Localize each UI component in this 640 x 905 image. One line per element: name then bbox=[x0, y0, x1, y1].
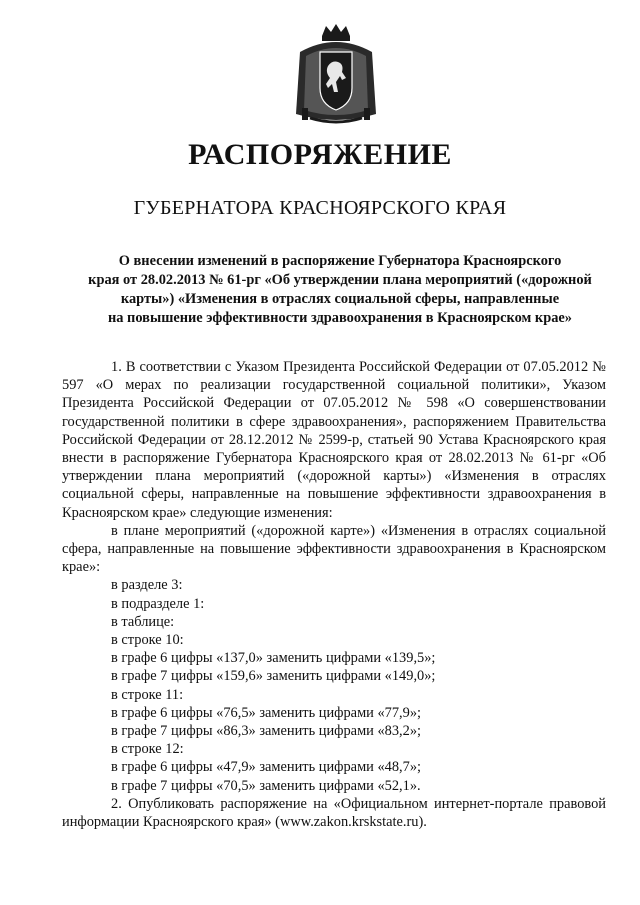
document-subtitle: ГУБЕРНАТОРА КРАСНОЯРСКОГО КРАЯ bbox=[133, 197, 507, 219]
paragraph-3: 2. Опубликовать распоряжение на «Официальном интернет-портале правовой информации Красноярского края» (www.zakon.krskstate.ru). bbox=[62, 795, 606, 831]
list-item: в графе 7 цифры «159,6» заменить цифрами «149,0»; bbox=[111, 668, 436, 685]
list-item: в графе 6 цифры «76,5» заменить цифрами «77,9»; bbox=[111, 704, 422, 721]
paragraph-2: в плане мероприятий («дорожной карте») «Изменения в отраслях социальной сфера, направленные на повышение эффективности здравоохранения в Красноярском крае»: bbox=[62, 522, 606, 576]
list-item: в строке 12: bbox=[111, 741, 184, 758]
document-heading bbox=[80, 252, 600, 328]
document-title: РАСПОРЯЖЕНИЕ bbox=[188, 138, 452, 171]
list-item: в строке 10: bbox=[111, 632, 184, 649]
heading-line: карты») «Изменения в отраслях социальной сферы, направленные bbox=[120, 291, 560, 307]
coat-of-arms-icon bbox=[292, 22, 380, 126]
heading-line: О внесении изменений в распоряжение Губернатора Красноярского bbox=[118, 253, 562, 269]
paragraph-1: 1. В соответствии с Указом Президента Российской Федерации от 07.05.2012 № 597 «О мерах по реализации государственной социальной политики», Указом Президента Российской Федерации от 07.05.2012 № 598 «О совершенствовании государственной политики в сфере здравоохранения», распоряжением Правительства Российской Федерации от 28.12.2012 № 2599-р, статьей 90 Устава Красноярского края внести в распоряжение Губернатора Красноярского края от 28.02.2013 № 61-рг «Об утверждении плана мероприятий («дорожной карты») «Изменения в отраслях социальной сферы, направленные на повышение эффективности здравоохранения в Красноярском крае» следующие изменения: bbox=[62, 359, 606, 521]
list-item: в строке 11: bbox=[111, 686, 184, 703]
list-item: в графе 6 цифры «137,0» заменить цифрами «139,5»; bbox=[111, 650, 436, 667]
list-item: в подразделе 1: bbox=[111, 595, 205, 612]
list-item: в графе 7 цифры «86,3» заменить цифрами «83,2»; bbox=[111, 723, 422, 740]
heading-line: на повышение эффективности здравоохранения в Красноярском крае» bbox=[107, 310, 573, 326]
list-item: в графе 7 цифры «70,5» заменить цифрами «52,1». bbox=[111, 777, 421, 794]
list-item: в разделе 3: bbox=[111, 577, 183, 594]
document-body bbox=[62, 358, 606, 831]
list-item: в графе 6 цифры «47,9» заменить цифрами «48,7»; bbox=[111, 759, 422, 776]
list-item: в таблице: bbox=[111, 613, 175, 630]
heading-line: края от 28.02.2013 № 61-рг «Об утверждении плана мероприятий («дорожной bbox=[88, 272, 592, 288]
